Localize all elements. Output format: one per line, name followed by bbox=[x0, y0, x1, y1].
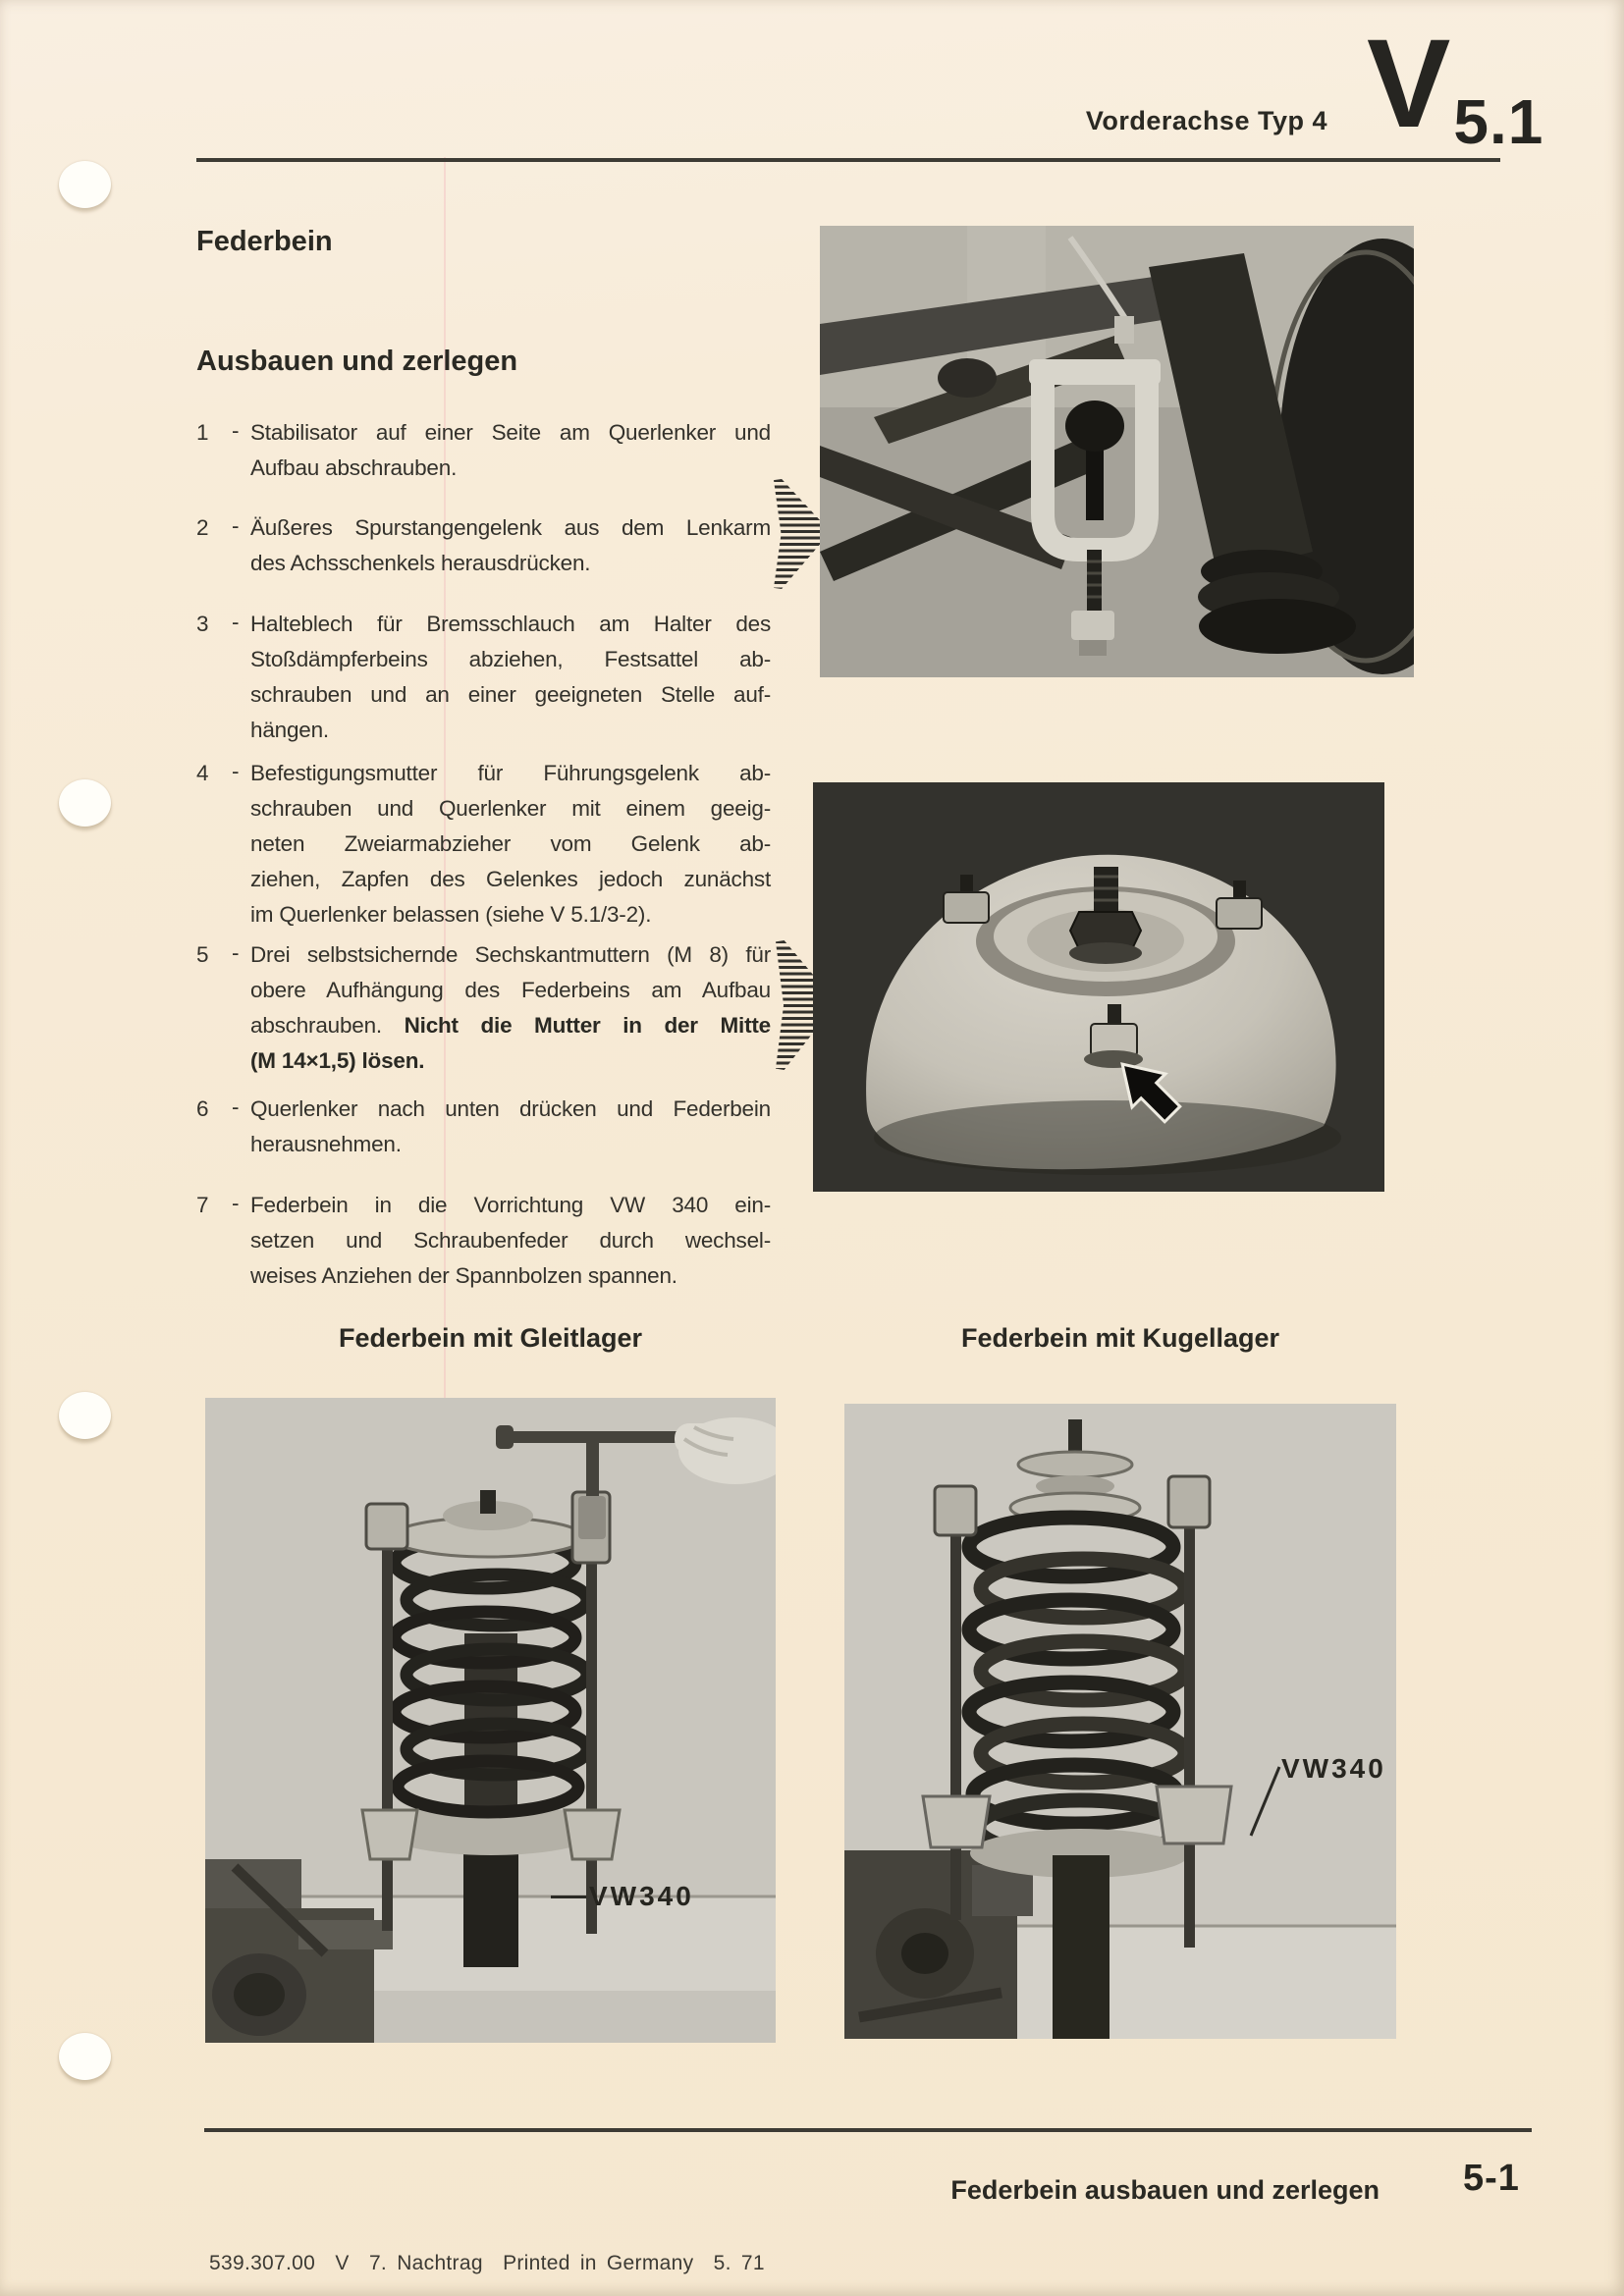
step-item bbox=[196, 510, 771, 581]
step-text bbox=[250, 510, 771, 581]
step-text-line: schrauben und an einer geeigneten Stelle auf- bbox=[250, 682, 771, 707]
step-text-line: im Querlenker belassen (siehe V 5.1/3-2). bbox=[250, 902, 652, 927]
step-text bbox=[250, 756, 771, 933]
step-text bbox=[250, 1188, 771, 1294]
photo-illustration bbox=[813, 782, 1384, 1192]
step-number: 1 bbox=[196, 420, 209, 445]
step-number: 3 bbox=[196, 612, 209, 636]
tool-label-text: VW340 bbox=[589, 1881, 694, 1911]
footer-page-number: 5-1 bbox=[1463, 2158, 1520, 2199]
figure-photo-strut-slide-bearing bbox=[205, 1398, 776, 2043]
page-title: Federbein bbox=[196, 226, 333, 257]
leader-line bbox=[551, 1896, 586, 1898]
step-text-line: Stabilisator auf einer Seite am Querlenker und bbox=[250, 420, 771, 445]
step-text-line: Aufbau abschrauben. bbox=[250, 455, 458, 480]
punch-hole bbox=[59, 161, 111, 208]
step-item bbox=[196, 937, 771, 1079]
logo-number: 5.1 bbox=[1453, 86, 1544, 158]
step-item bbox=[196, 1092, 771, 1162]
step-dash: - bbox=[232, 610, 240, 634]
figure-photo-ball-joint-press bbox=[820, 226, 1414, 677]
section-heading: Ausbauen und zerlegen bbox=[196, 346, 518, 377]
step-dash: - bbox=[232, 1191, 240, 1215]
step-text-line: Querlenker nach unten drücken und Federbein bbox=[250, 1096, 771, 1121]
step-item bbox=[196, 415, 771, 486]
step-number: 2 bbox=[196, 515, 209, 540]
photo-illustration bbox=[205, 1398, 776, 2043]
tool-label-vw340-left bbox=[551, 1881, 694, 1912]
step-text-line: Federbein in die Vorrichtung VW 340 ein- bbox=[250, 1193, 771, 1217]
step-dash: - bbox=[232, 759, 240, 783]
photo-illustration bbox=[844, 1404, 1396, 2039]
step-number: 6 bbox=[196, 1096, 209, 1121]
figure-caption-right: Federbein mit Kugellager bbox=[960, 1323, 1280, 1353]
punch-hole bbox=[59, 2033, 111, 2080]
photo-illustration bbox=[820, 226, 1414, 677]
step-text bbox=[250, 607, 771, 748]
step-dash: - bbox=[232, 940, 240, 965]
step-text-line: Äußeres Spurstangengelenk aus dem Lenkarm bbox=[250, 515, 771, 540]
step-text-line: des Achsschenkels herausdrücken. bbox=[250, 551, 591, 575]
footer-chapter-title: Federbein ausbauen und zerlegen bbox=[950, 2175, 1380, 2205]
header-rule bbox=[196, 158, 1500, 162]
step-text-line: obere Aufhängung des Federbeins am Aufbau bbox=[250, 978, 771, 1002]
section-logo bbox=[1367, 14, 1544, 158]
figure-photo-strut-ball-bearing bbox=[844, 1404, 1396, 2039]
step-text-line: schrauben und Querlenker mit einem geeig- bbox=[250, 796, 771, 821]
step-text bbox=[250, 937, 771, 1079]
step-number: 5 bbox=[196, 942, 209, 967]
step-text bbox=[250, 415, 771, 486]
step-dash: - bbox=[232, 1095, 240, 1119]
footer-rule bbox=[204, 2128, 1532, 2132]
tool-label-text: VW340 bbox=[1281, 1753, 1386, 1784]
step-text-line: neten Zweiarmabzieher vom Gelenk ab- bbox=[250, 831, 771, 856]
step-item bbox=[196, 1188, 771, 1294]
punch-hole bbox=[59, 779, 111, 827]
step-item bbox=[196, 607, 771, 748]
step-text-line: Stoßdämpferbeins abziehen, Festsattel ab- bbox=[250, 647, 771, 671]
header-section-label: Vorderachse Typ 4 bbox=[1085, 106, 1327, 135]
step-text bbox=[250, 1092, 771, 1162]
footer-imprint: 539.307.00 V 7. Nachtrag Printed in Germany 5. 71 bbox=[209, 2252, 765, 2274]
figure-caption-left: Federbein mit Gleitlager bbox=[338, 1323, 643, 1353]
step-text-line: Halteblech für Bremsschlauch am Halter des bbox=[250, 612, 771, 636]
step-text-line: ziehen, Zapfen des Gelenkes jedoch zunächst bbox=[250, 867, 771, 891]
step-dash: - bbox=[232, 513, 240, 538]
step-dash: - bbox=[232, 418, 240, 443]
step-number: 4 bbox=[196, 761, 209, 785]
step-number: 7 bbox=[196, 1193, 209, 1217]
punch-hole bbox=[59, 1392, 111, 1439]
tool-label-vw340-right bbox=[1281, 1753, 1386, 1785]
step-item bbox=[196, 756, 771, 933]
step-text-line: abschrauben. Nicht die Mutter in der Mitte bbox=[250, 1013, 771, 1038]
step-text-line: hängen. bbox=[250, 718, 329, 742]
step-text-line: Befestigungsmutter für Führungsgelenk ab- bbox=[250, 761, 771, 785]
step-text-line: setzen und Schraubenfeder durch wechsel- bbox=[250, 1228, 771, 1253]
figure-photo-strut-upper-mount bbox=[813, 782, 1384, 1192]
logo-letter: V bbox=[1367, 14, 1451, 154]
step-text-line: Drei selbstsichernde Sechskantmuttern (M 8) für bbox=[250, 942, 771, 967]
step-text-line: (M 14×1,5) lösen. bbox=[250, 1048, 425, 1073]
step-text-line: weises Anziehen der Spannbolzen spannen. bbox=[250, 1263, 677, 1288]
step-text-line: herausnehmen. bbox=[250, 1132, 402, 1156]
